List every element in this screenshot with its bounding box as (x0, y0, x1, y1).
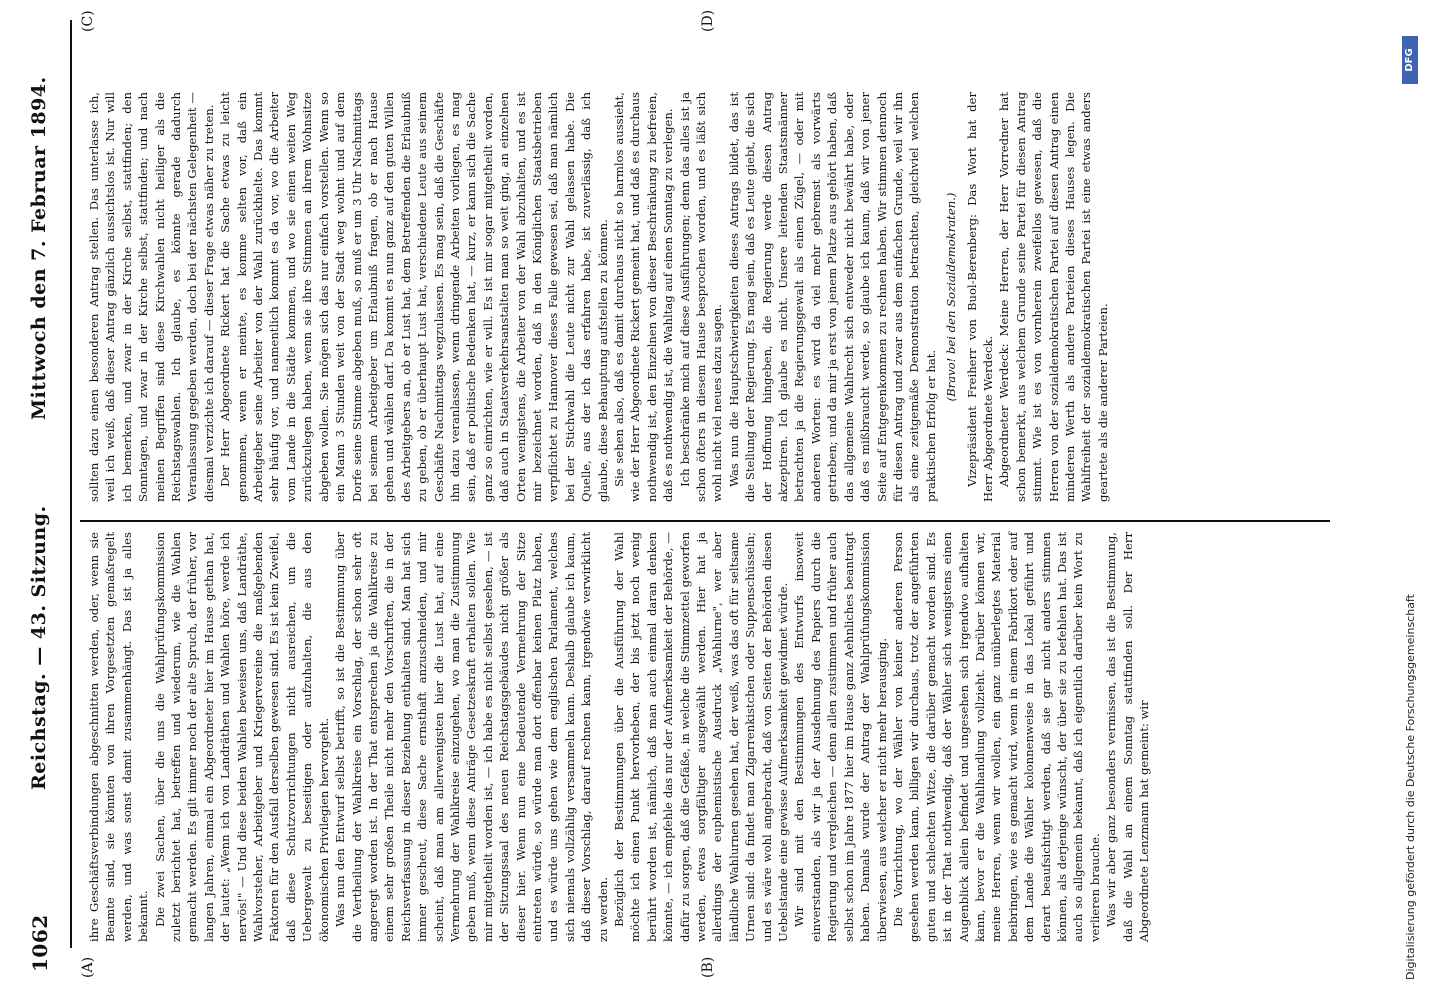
digitization-credit: Digitalisierung gefördert durch die Deutsche Forschungsgemeinschaft (1404, 594, 1417, 980)
running-header-date: Mittwoch den 7. Februar 1894. (28, 76, 50, 420)
speaker-paragraph: Vizepräsident Freiherr von Buol-Berenberg: Das Wort hat der Herr Abgeordnete Werdeck. (964, 92, 995, 502)
paragraph: Sie sehen also, daß es damit durchaus nicht so harmlos aussieht, wie der Herr Abgeordnete Rickert gemeint hat, und daß es durchaus nothwendig ist, den Einzelnen von dieser Beschränkung zu befreien, daß es nothwendig ist, die Wahltag auf einen Sonntag zu verlegen. (612, 92, 676, 502)
paragraph: Die Vorrichtung, wo der Wähler von keiner anderen Person gesehen werden kann, billigen wir durchaus, trotz der angeführten guten und schlechten Witze, die darüber gemacht worden sind. Es ist in der That nothwendig, daß der Wähler sich wenigstens einen Augenblick allein befindet und ungesehen sich irgendwo aufhalten kann, bevor er die Wahlhandlung vollzieht. Darüber können wir, meine Herren, wenn wir wollen, ein ganz unüberlegtes Material beibringen, wie es gemacht wird, wenn in einem Fabrikort oder auf dem Lande die Wähler kolonnenweise in das Lokal geführt und derart beaufsichtigt werden, daß sie gar nicht anders stimmen können, als derjenige wünscht, der über sie zu befehlen hat. Das ist auch so allgemein bekannt, daß ich eigentlich darüber kein Wort zu verlieren brauche. (890, 532, 1102, 942)
margin-mark-b: (B) (700, 956, 716, 978)
right-text-column (86, 92, 1111, 502)
speaker-paragraph: Abgeordneter Werdeck: Meine Herren, der Herr Vorredner hat schon bemerkt, aus welchem Grunde seine Partei für diesen Antrag stimmt. Wie ist es von vornherein zweifellos gewesen, daß die Herren von der sozialdemokratischen Partei auf diesen Antrag einen minderen Werth als andere Parteien dieses Hauses legen. Die Wahlfreiheit der sozialdemokratischen Partei ist eine etwas anders geartete als die anderer Parteien. (997, 92, 1110, 502)
paragraph: Wir sind mit den Bestimmungen des Entwurfs insoweit einverstanden, als wir ja der Ausdehnung des Papiers durch die Regierung und vergleichen — denn allen zustimmen und früher auch selbst schon im Jahre 1877 hier im Hause ganz Aehnliches beantragt haben. Damals wurde der Antrag der Wahlprüfungskommission überwiesen, aus welcher er nicht mehr herausging. (792, 532, 889, 942)
margin-mark-d: (D) (700, 9, 716, 32)
header-rule (70, 20, 72, 948)
paragraph: Ich beschränke mich auf diese Ausführungen; denn das alles ist ja schon öfters in diesem Hause besprochen worden, und es läßt sich wohl nicht viel neues dazu sagen. (677, 92, 725, 502)
paragraph: Was wir aber ganz besonders vermissen, das ist die Bestimmung, daß die Wahl an einem Sonntag stattfinden soll. Der Herr Abgeordnete Lenzmann hat gemeint: wir (1104, 532, 1151, 942)
applause-note: (Bravo! bei den Sozialdemokraten.) (944, 192, 959, 402)
paragraph: Was nun die Hauptschwierigkeiten dieses Antrags bildet, das ist die Stellung der Regierung. Es mag sein, daß es Leute giebt, die sich der Hoffnung hingeben, die Regierung werde diesen Antrag akzeptiren. Ich glaube es nicht. Unsere leitenden Staatsmänner betrachten ja die Regierungsgewalt als einen Zügel, — oder mit anderen Worten: es wird da viel mehr gebremst als vorwärts getrieben; und da mir ja erst von jenem Platze aus gehört haben, daß das allgemeine Wahlrecht sich entweder nicht bewährt habe, oder daß es mißbraucht werde, so glaube ich kaum, daß wir von jener Seite auf Entgegenkommen zu rechnen haben. Wir stimmen dennoch für diesen Antrag und zwar aus dem einfachen Grunde, weil wir ihn als eine zeitgemäße Demonstration betrachten, gleichviel welchen praktischen Erfolg er hat. (726, 92, 938, 502)
paragraph: ihre Geschäftsverbindungen abgeschnitten werden, oder, wenn sie Beamte sind, sie könnten von ihren Vorgesetzten gemaßregelt werden, und was sonst damit zusammenhängt. Das ist ja alles bekannt. (87, 532, 151, 942)
left-text-column (86, 532, 1152, 942)
column-divider (80, 520, 1330, 522)
page-number: 1062 (28, 914, 52, 972)
margin-mark-a: (A) (80, 956, 96, 978)
paragraph: Die zwei Sachen, über die uns die Wahlprüfungskommission zuletzt berichtet hat, betreffen und wiederum, wie die Wahlen gemacht werden. Es gilt immer noch der alte Spruch, der früher, vor langen Jahren, einmal ein Abgeordneter hier im Hause gethan hat, der lautet: „Wenn ich von Landräthen und Wahlen höre, werde ich nervös!" — Und diese beiden Wahlen beweisen uns, daß Landräthe, Wahlvorsteher, Arbeitgeber und Kriegervereine die maßgebenden Faktoren für den Ausfall derselben gewesen sind. Es ist kein Zweifel, daß diese Schutzvorrichtungen nicht ausreichen, um die Uebergewalt zu beseitigen oder aufzuhalten, die aus den ökonomischen Privilegien hervorgeht. (152, 532, 331, 942)
paragraph: Was nun den Entwurf selbst betrifft, so ist die Bestimmung über die Vertheilung der Wahlkreise ein Vorschlag, der schon sehr oft angeregt worden ist. In der That entsprechen ja die Wahlkreise zu einem sehr großen Theile nicht mehr den Vorschriften, die in der Reichsverfassung in dieser Beziehung enthalten sind. Man hat sich immer gescheut, diese Sache ernsthaft anzuschneiden, und mir scheint, daß man am allerwenigsten hier die Lust hat, auf eine Vermehrung der Wahlkreise einzugehen, wo man die Zustimmung geben muß, wenn diese Anträge Gesetzeskraft erhalten sollen. Wie mir mitgetheilt worden ist, — ich habe es nicht selbst gesehen, — ist der Sitzungssaal des neuen Reichstagsgebäudes nicht größer als dieser hier. Wenn nun eine bedeutende Vermehrung der Sitze eintreten würde, so würde man dort offenbar keinen Platz haben, und es würde uns gehen wie dem englischen Parlament, welches sich niemals vollzählig versammeln kann. Deshalb glaube ich kaum, daß dieser Vorschlag, darauf rechnen kann, irgendwie verwirklicht zu werden. (333, 532, 610, 942)
paragraph: sollten dazu einen besonderen Antrag stellen. Das unterlasse ich, weil ich weiß, daß dieser Antrag gänzlich aussichtslos ist. Nur will ich bemerken, und zwar in der Kirche selbst, stattfinden; den Sonntagen, und zwar in der Kirche selbst, stattfinden; und nach meinen Begriffen sind diese Kirchwahlen nicht heiliger als die Reichstagswahlen. Ich glaube, es könnte gerade dadurch Veranlassung gegeben werden, doch bei der nächsten Gelegenheit — diesmal verzichte ich darauf — dieser Frage etwas näher zu treten. (87, 92, 216, 502)
running-header-session: Reichstag. — 43. Sitzung. (28, 505, 50, 790)
margin-mark-c: (C) (80, 10, 96, 32)
paragraph: Der Herr Abgeordnete Rickert hat die Sache etwas zu leicht genommen, wenn er meinte, es komme selten vor, daß ein Arbeitgeber seine Arbeiter von der Wahl zurückhielte. Das kommt sehr häufig vor, und namentlich kommt es da vor, wo die Arbeiter vom Lande in die Städte kommen, und wo sie einen weiten Weg zurückzulegen haben, wenn sie ihre Stimmen an ihrem Wohnsitze abgeben wollen. Sie mögen sich das nur einfach vorstellen. Wenn so ein Mann 3 Stunden weit von der Stadt weg wohnt und auf dem Dorfe seine Stimme abgeben muß, so muß er um 3 Uhr Nachmittags bei seinem Arbeitgeber um Erlaubniß fragen, ob er nach Hause gehen und wählen darf. Da kommt es nun ganz auf den guten Willen des Arbeitgebers an, ob er Lust hat, dem Betreffenden die Erlaubniß zu geben, ob er überhaupt Lust hat, verschiedene Leute aus seinem Geschäfte Nachmittags wegzulassen. Es mag sein, daß die Geschäfte ihn dazu veranlassen, wenn dringende Arbeiten vorliegen, es mag sein, daß er politische Bedenken hat, — kurz, er kann sich die Sache ganz so einrichten, wie er will. Es ist mir sogar mitgetheilt worden, daß auch in Staatsverkehrsanstalten man so weit ging, an einzelnen Orten wenigstens, die Arbeiter von der Wahl abzuhalten, und es ist mir bezeichnet worden, daß in den Königlichen Staatsbetrieben verpflichtet zu Hannover dieses Falle gewesen sei, daß man nämlich bei der Stichwahl die Leute nicht zur Wahl gelassen habe. Die Quelle, aus der ich das erfahren habe, ist zuverlässig, daß ich glaube, diese Behauptung aufstellen zu können. (218, 92, 610, 502)
paragraph: Bezüglich der Bestimmungen über die Ausführung der Wahl möchte ich einen Punkt hervorheben, der bis jetzt noch wenig berührt worden ist, nämlich, daß man auch einmal daran denken könnte, — ich empfehle das nur der Aufmerksamkeit der Behörde, — dafür zu sorgen, daß die Gefäße, in welche die Stimmzettel geworfen werden, etwas sorgfältiger ausgewählt werden. Hier hat ja allerdings der euphemistische Ausdruck „Wahlurne", wer aber ländliche Wahlurnen gesehen hat, der weiß, was das oft für seltsame Urnen sind: da findet man Zigarrenkistchen oder Suppenschüsseln; und es wäre wohl angebracht, daß von Seiten der Behörden diesen Uebelstande eine gewisse Aufmerksamkeit gewidmet würde. (612, 532, 791, 942)
dfg-logo: DFG (1402, 36, 1418, 84)
